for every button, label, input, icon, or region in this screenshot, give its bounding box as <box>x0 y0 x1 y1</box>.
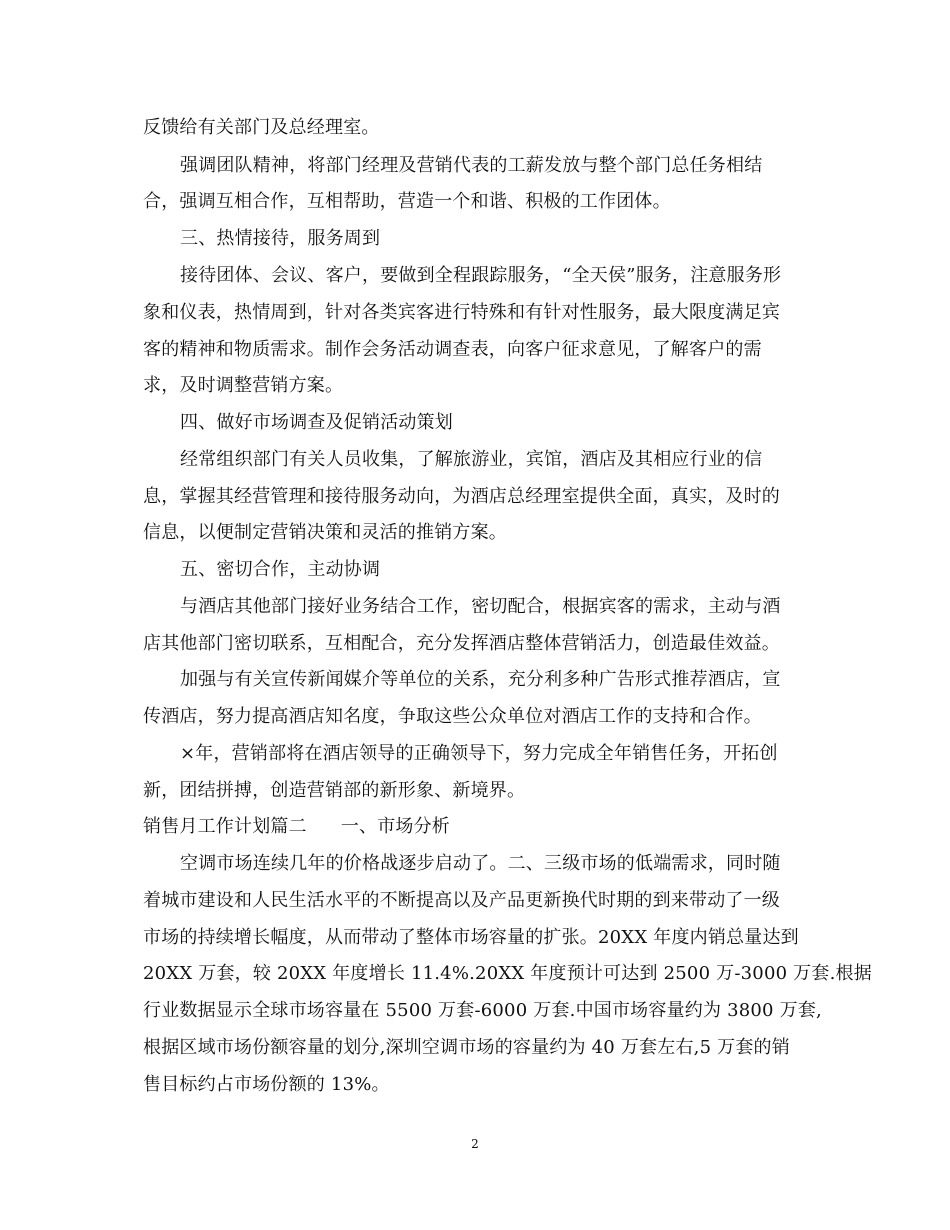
paragraph-line: 接待团体、会议、客户，要做到全程跟踪服务，“全天侯”服务，注意服务形 <box>180 265 782 286</box>
paragraph-line: 行业数据显示全球市场容量在 5500 万套-6000 万套.中国市场容量约为 3800 万套, <box>143 1000 822 1021</box>
paragraph-line: 象和仪表，热情周到，针对各类宾客进行特殊和有针对性服务，最大限度满足宾 <box>143 302 780 323</box>
section-heading: 五、密切合作，主动协调 <box>180 559 381 580</box>
paragraph-line: 新，团结拼搏，创造营销部的新形象、新境界。 <box>143 780 526 801</box>
paragraph-line: 息，掌握其经营管理和接待服务动向，为酒店总经理室提供全面，真实，及时的 <box>143 486 780 507</box>
paragraph-line: 经常组织部门有关人员收集，了解旅游业，宾馆，酒店及其相应行业的信 <box>180 449 763 470</box>
article-subtitle: 一、市场分析 <box>340 816 451 837</box>
paragraph-line: 售目标约占市场份额的 13%。 <box>143 1074 390 1095</box>
article-title: 销售月工作计划篇二 <box>143 816 307 837</box>
paragraph-line: 加强与有关宣传新闻媒介等单位的关系，充分利多种广告形式推荐酒店，宣 <box>180 669 781 690</box>
paragraph-line: ×年，营销部将在酒店领导的正确领导下，努力完成全年销售任务，开拓创 <box>180 743 778 764</box>
paragraph-line: 与酒店其他部门接好业务结合工作，密切配合，根据宾客的需求，主动与酒 <box>180 596 781 617</box>
article-heading <box>143 815 450 839</box>
section-heading: 三、热情接待，服务周到 <box>180 228 381 249</box>
paragraph-line: 空调市场连续几年的价格战逐步启动了。二、三级市场的低端需求，同时随 <box>180 853 781 874</box>
paragraph-line: 客的精神和物质需求。制作会务活动调查表，向客户征求意见，了解客户的需 <box>143 339 762 360</box>
paragraph-line: 强调团队精神，将部门经理及营销代表的工薪发放与整个部门总任务相结 <box>180 155 763 176</box>
section-heading: 四、做好市场调查及促销活动策划 <box>180 412 453 433</box>
paragraph-line: 反馈给有关部门及总经理室。 <box>143 117 380 138</box>
paragraph-line: 着城市建设和人民生活水平的不断提高以及产品更新换代时期的到来带动了一级 <box>143 890 780 911</box>
paragraph-line: 信息，以便制定营销决策和灵活的推销方案。 <box>143 522 507 543</box>
paragraph-line: 市场的持续增长幅度，从而带动了整体市场容量的扩张。20XX 年度内销总量达到 <box>143 927 799 948</box>
paragraph-line: 求，及时调整营销方案。 <box>143 375 344 396</box>
paragraph-line: 店其他部门密切联系，互相配合，充分发挥酒店整体营销活力，创造最佳效益。 <box>143 633 780 654</box>
paragraph-line: 根据区域市场份额容量的划分,深圳空调市场的容量约为 40 万套左右,5 万套的销 <box>143 1037 790 1058</box>
page-number: 2 <box>471 1137 479 1151</box>
paragraph-line: 20XX 万套，较 20XX 年度增长 11.4%.20XX 年度预计可达到 2500 万-3000 万套.根据 <box>143 963 872 984</box>
paragraph-line: 合，强调互相合作，互相帮助，营造一个和谐、积极的工作团体。 <box>143 191 671 212</box>
paragraph-line: 传酒店，努力提高酒店知名度，争取这些公众单位对酒店工作的支持和合作。 <box>143 706 762 727</box>
